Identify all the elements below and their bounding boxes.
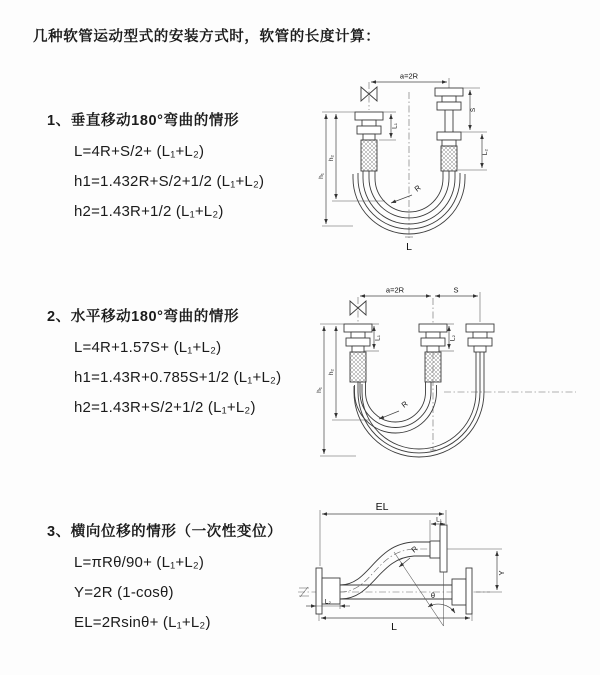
dim-label-l2: L₂ [482, 148, 489, 156]
dim-label-l1: L₁ [436, 516, 442, 524]
left-flange [316, 568, 340, 614]
dimension-l1 [391, 114, 399, 138]
braided-hose-section [350, 352, 366, 382]
top-flange-moved [430, 525, 447, 572]
dim-label-l2: L₂ [449, 334, 457, 342]
formula-h2: h2=1.43R+1/2 (L₁+L₂) [74, 203, 224, 220]
radius-callout [391, 183, 423, 203]
right-fitting-moved [466, 324, 494, 352]
dim-label-h1: h₁ [316, 387, 323, 393]
dim-label-r: R [409, 544, 420, 555]
dim-label-h2: h₂ [328, 154, 335, 162]
section-1-heading: 1、垂直移动180°弯曲的情形 [47, 113, 240, 129]
dim-label-l2: L₂ [324, 598, 332, 606]
braided-hose-section [361, 140, 377, 171]
hose-u-original [355, 382, 437, 433]
right-flange-original [452, 568, 472, 614]
formula-h1: h1=1.432R+S/2+1/2 (L₁+L₂) [74, 173, 265, 190]
dim-label-h2: h₂ [328, 368, 335, 376]
dim-label-theta: θ [430, 591, 436, 600]
dim-label-s: S [470, 107, 477, 113]
dimension-h2 [328, 326, 336, 418]
section-2-heading: 2、水平移动180°弯曲的情形 [47, 309, 240, 325]
right-fitting-original [437, 132, 461, 171]
formula-length: L=4R+S/2+ (L₁+L₂) [74, 143, 205, 160]
dimension-y [497, 551, 506, 590]
dimension-a2r [371, 72, 447, 83]
dimension-l [321, 618, 470, 633]
dim-label-l1: L₁ [374, 335, 382, 341]
page-title: 几种软管运动型式的安装方式时，软管的长度计算： [33, 29, 381, 45]
dim-label-h1: h₁ [318, 173, 325, 179]
dim-label-r: R [412, 183, 423, 194]
dim-label-el: EL [375, 501, 389, 513]
formula-h2: h2=1.43R+S/2+1/2 (L₁+L₂) [74, 399, 256, 416]
dimension-l1 [374, 326, 382, 349]
braided-hose-section [441, 146, 457, 171]
left-fitting [344, 324, 372, 382]
formula-length: L=4R+1.57S+ (L₁+L₂) [74, 339, 222, 356]
section-3-heading: 3、横向位移的情形（一次性变位） [47, 524, 283, 540]
dimension-s [470, 90, 477, 130]
right-pipe [445, 110, 453, 132]
left-fitting [355, 112, 383, 171]
dim-label-y: Y [497, 570, 506, 576]
dim-label-a2r: a=2R [385, 285, 405, 295]
dim-label-s: S [453, 285, 459, 295]
dim-label-l: L [406, 241, 412, 253]
dimension-h1 [316, 326, 324, 454]
dim-label-l1: L₁ [391, 123, 399, 129]
vertical-180-bend-diagram [312, 66, 592, 266]
dimension-l2 [449, 326, 457, 349]
hose-u-moved [354, 352, 484, 457]
section-horizontal-movement [47, 305, 281, 416]
radius-callout [379, 399, 410, 419]
formula-el: EL=2Rsinθ+ (L₁+L₂) [74, 614, 211, 631]
dimension-h1 [318, 114, 326, 224]
braided-hose-section [425, 352, 441, 382]
dimension-l2 [306, 599, 350, 607]
formula-h1: h1=1.43R+0.785S+1/2 (L₁+L₂) [74, 369, 282, 386]
angle-leg [394, 552, 444, 626]
section-lateral-displacement [47, 520, 282, 631]
dimension-a2r [360, 286, 431, 297]
dimension-l1 [431, 517, 445, 525]
dim-label-a2r: a=2R [399, 71, 419, 81]
middle-fitting-original [419, 324, 447, 382]
right-fitting-moved [435, 88, 463, 110]
dim-label-r: R [399, 399, 410, 410]
radius-callout [399, 544, 420, 567]
section-vertical-movement [47, 109, 264, 220]
lateral-displacement-diagram [294, 492, 600, 647]
dim-label-l: L [391, 621, 397, 633]
dimension-h2 [328, 114, 336, 199]
dimension-s [435, 286, 478, 297]
formula-length: L=πRθ/90+ (L₁+L₂) [74, 554, 205, 571]
horizontal-180-bend-diagram [312, 280, 592, 475]
formula-y: Y=2R (1-cosθ) [74, 584, 174, 601]
dimension-l2 [482, 134, 489, 168]
dimension-el [322, 501, 444, 514]
